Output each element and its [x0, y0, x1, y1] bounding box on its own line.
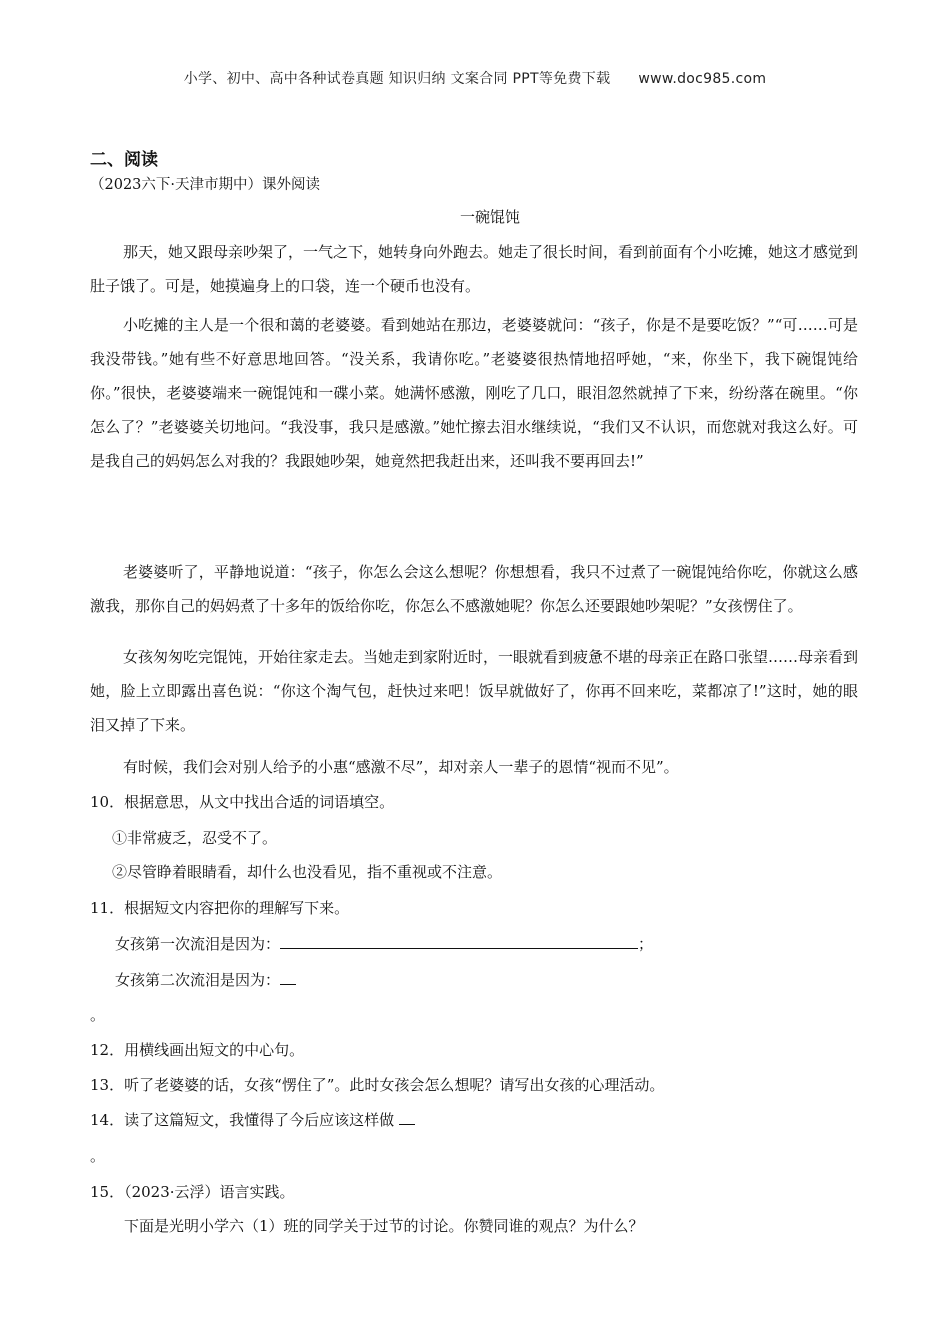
- answer-blank[interactable]: [280, 934, 638, 949]
- question-15-text: 下面是光明小学六（1）班的同学关于过节的讨论。你赞同谁的观点？为什么？: [124, 1217, 644, 1235]
- paragraph-1: 那天，她又跟母亲吵架了，一气之下，她转身向外跑去。她走了很长时间，看到前面有个小吃摊，她这才感觉到肚子饿了。可是，她摸遍身上的口袋，连一个硬币也没有。: [90, 243, 859, 295]
- question-10-item-1: ①非常疲乏，忍受不了。: [112, 829, 278, 847]
- q11-1-end: ；: [638, 935, 654, 953]
- q11-1-label: 女孩第一次流泪是因为：: [115, 935, 281, 953]
- q14-text: 14．读了这篇短文，我懂得了今后应该这样做: [90, 1111, 395, 1129]
- answer-blank[interactable]: [399, 1110, 415, 1125]
- q11-2-label: 女孩第二次流泪是因为：: [115, 971, 281, 989]
- question-11: 11．根据短文内容把你的理解写下来。: [90, 899, 350, 917]
- question-14: [90, 1108, 415, 1132]
- question-11-item-2: [115, 968, 296, 992]
- story-title: 一碗馄饨: [459, 208, 520, 226]
- question-13: 13．听了老婆婆的话，女孩“愣住了”。此时女孩会怎么想呢？请写出女孩的心理活动。: [90, 1076, 665, 1094]
- paragraph-5: 有时候，我们会对别人给予的小惠“感激不尽”，却对亲人一辈子的恩情“视而不见”。: [123, 758, 679, 776]
- page-header: [0, 68, 950, 88]
- paragraph-4: 女孩匆匆吃完馄饨，开始往家走去。当她走到家附近时，一眼就看到疲惫不堪的母亲正在路口张望……母亲看到她，脸上立即露出喜色说：“你这个淘气包，赶快过来吧！饭早就做好了，你再不回来吃，菜都凉了!”这时，她的眼泪又掉了下来。: [90, 648, 859, 734]
- section-title: 二、阅读: [90, 150, 158, 170]
- period-mark: 。: [90, 1147, 106, 1165]
- question-15: 15．（2023·云浮）语言实践。: [90, 1183, 295, 1201]
- header-site[interactable]: www.doc985.com: [638, 71, 767, 87]
- question-10-item-2: ②尽管睁着眼睛看，却什么也没看见，指不重视或不注意。: [112, 863, 503, 881]
- paragraph-3: 老婆婆听了，平静地说道：“孩子，你怎么会这么想呢？你想想看，我只不过煮了一碗馄饨给你吃，你就这么感激我，那你自己的妈妈煮了十多年的饭给你吃，你怎么不感激她呢？你怎么还要跟她吵架呢？”女孩愣住了。: [90, 563, 858, 615]
- period-mark: 。: [90, 1006, 106, 1024]
- answer-blank[interactable]: [280, 970, 296, 985]
- header-text: 小学、初中、高中各种试卷真题 知识归纳 文案合同 PPT等免费下载: [183, 71, 611, 87]
- question-11-item-1: [115, 932, 653, 956]
- paragraph-2: 小吃摊的主人是一个很和蔼的老婆婆。看到她站在那边，老婆婆就问：“孩子，你是不是要吃饭？”“可……可是我没带钱。”她有些不好意思地回答。“没关系，我请你吃。”老婆婆很热情地招呼她，“来，你坐下，我下碗馄饨给你。”很快，老婆婆端来一碗馄饨和一碟小菜。她满怀感激，刚吃了几口，眼泪忽然就掉了下来，纷纷落在碗里。“你怎么了？”老婆婆关切地问。“我没事，我只是感激。”她忙擦去泪水继续说，“我们又不认识，而您就对我这么好。可是我自己的妈妈怎么对我的？我跟她吵架，她竟然把我赶出来，还叫我不要再回去!”: [90, 316, 858, 470]
- question-10: 10．根据意思，从文中找出合适的词语填空。: [90, 793, 395, 811]
- question-12: 12．用横线画出短文的中心句。: [90, 1041, 305, 1059]
- source-line: （2023六下·天津市期中）课外阅读: [90, 177, 321, 193]
